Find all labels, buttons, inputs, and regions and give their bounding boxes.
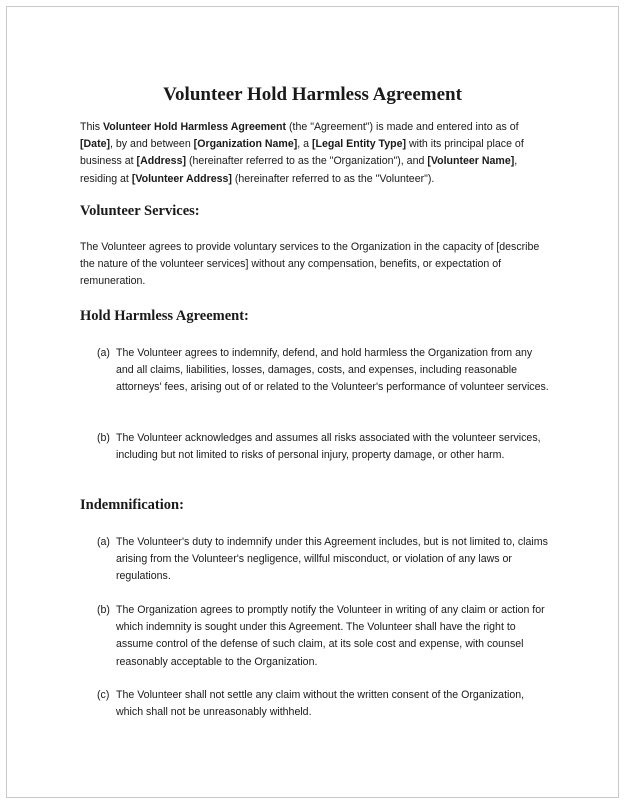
intro-text: (the "Agreement") is made and entered into as of <box>286 121 519 133</box>
list-item <box>97 602 552 671</box>
legal-entity-type-placeholder: [Legal Entity Type] <box>312 138 406 151</box>
section-heading-indemnification: Indemnification: <box>80 497 184 513</box>
list-marker: (a) <box>97 536 110 548</box>
intro-text: , residing at <box>80 155 518 185</box>
intro-paragraph <box>80 119 550 188</box>
intro-text: , by and between <box>110 138 194 151</box>
address-placeholder: [Address] <box>136 155 186 168</box>
list-item-text: The Volunteer agrees to indemnify, defend, and hold harmless the Organization from any and all claims, liabilities, losses, damages, costs, and expenses, including reasonable attorneys' fees, arising out of or related to the Volunteer's performance of volunteer services. <box>116 347 549 394</box>
list-marker: (b) <box>97 604 110 616</box>
list-item-text: The Volunteer's duty to indemnify under this Agreement includes, but is not limited to, claims arising from the Volunteer's negligence, willful misconduct, or violation of any laws or regulations. <box>116 536 548 583</box>
intro-agreement-name: Volunteer Hold Harmless Agreement <box>102 121 287 133</box>
list-marker: (c) <box>97 689 110 701</box>
section-body-volunteer-services: The Volunteer agrees to provide voluntary services to the Organization in the capacity of [describe the nature of the volunteer services] without any compensation, benefits, or expectation of remuneration. <box>80 241 540 288</box>
list-item-text: The Volunteer shall not settle any claim without the written consent of the Organization, which shall not be unreasonably withheld. <box>116 689 525 719</box>
document-page <box>6 6 619 798</box>
document-title: Volunteer Hold Harmless Agreement <box>163 84 462 105</box>
volunteer-address-placeholder: [Volunteer Address] <box>131 172 232 185</box>
list-item <box>97 534 552 586</box>
intro-text: (hereinafter referred to as the "Organization"), and <box>186 155 428 168</box>
list-marker: (b) <box>97 432 110 444</box>
section-heading-hold-harmless: Hold Harmless Agreement: <box>80 308 249 324</box>
list-item-text: The Organization agrees to promptly notify the Volunteer in writing of any claim or action for which indemnity is sought under this Agreement. The Volunteer shall have the right to assume control of the defense of such claim, at its sole cost and expense, with counsel reasonably acceptable to the Organization. <box>116 604 545 668</box>
intro-text: with its principal place of business at <box>80 138 524 168</box>
list-item <box>97 430 552 464</box>
organization-name-placeholder: [Organization Name] <box>193 138 298 151</box>
list-item <box>97 687 552 721</box>
date-placeholder: [Date] <box>80 138 111 151</box>
volunteer-name-placeholder: [Volunteer Name] <box>427 155 515 168</box>
list-marker: (a) <box>97 347 110 359</box>
intro-text: (hereinafter referred to as the "Volunteer"). <box>231 172 435 185</box>
list-item-text: The Volunteer acknowledges and assumes all risks associated with the volunteer services, including but not limited to risks of personal injury, property damage, or other harm. <box>116 432 541 462</box>
intro-text: , a <box>297 138 313 151</box>
intro-text: This <box>80 121 103 133</box>
section-heading-volunteer-services: Volunteer Services: <box>80 203 200 219</box>
list-item <box>97 345 552 397</box>
